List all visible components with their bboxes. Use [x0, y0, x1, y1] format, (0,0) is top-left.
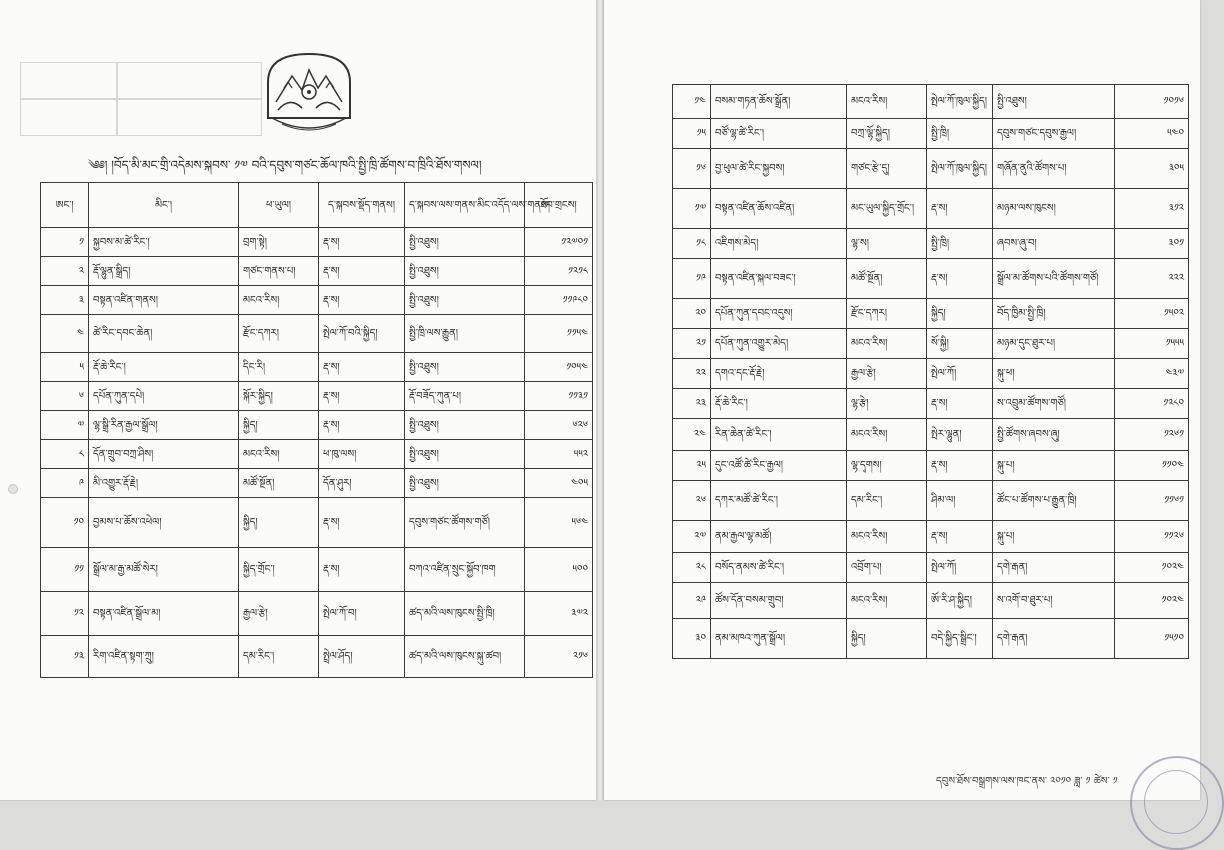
cell-name: རྡོ་ལྷུན་སྒྲིད།	[89, 257, 239, 286]
table-row	[41, 440, 593, 469]
cell-name: བསྟན་འཛིན་སྐལ་བཟང་།	[711, 259, 847, 299]
table-row	[673, 553, 1189, 583]
cell-number: ༥	[41, 353, 89, 382]
table-row	[41, 382, 593, 411]
cell-hometown: དམ་རིང་།	[239, 636, 319, 678]
cell-number: ༡༣	[41, 636, 89, 678]
cell-number: ༤	[41, 315, 89, 353]
cell-number: ༡༧	[673, 189, 711, 229]
cell-hometown: འབྲོག་པ།	[847, 553, 927, 583]
table-row	[673, 419, 1189, 451]
cell-votes: ༡༠༥༤	[525, 353, 593, 382]
cell-votes: ༢༡༦	[525, 636, 593, 678]
cell-hometown: གཙང་གནས་པ།	[239, 257, 319, 286]
cell-occupation: སྤྱི་ཚོགས་ཞབས་ཞུ།	[993, 419, 1115, 451]
table-row	[673, 149, 1189, 189]
cell-number: ༢༦	[673, 481, 711, 521]
cell-name: རིན་ཆེན་ཚེ་རིང་།	[711, 419, 847, 451]
cell-votes: ༡༢༡༨	[525, 257, 593, 286]
cell-name: དུང་འཚོ་ཚེ་རིང་རྒྱལ།	[711, 451, 847, 481]
cell-occupation: དབུས་གཙང་དབུས་རྒྱལ།	[993, 119, 1115, 149]
cell-votes: ༤༣༧	[1115, 359, 1189, 389]
cell-votes: ༣༧༢	[525, 592, 593, 636]
table-row	[41, 498, 593, 548]
cell-residence: ཕ་ཁུ་ལས།	[319, 440, 405, 469]
cell-name: བྱམས་པ་ཆོས་འཕེལ།	[89, 498, 239, 548]
cell-number: ༢	[41, 257, 89, 286]
cell-number: ༢༤	[673, 419, 711, 451]
cell-votes: ༣༠༥	[1115, 149, 1189, 189]
cell-votes: ༣༡༢	[1115, 189, 1189, 229]
cell-name: བསྟན་འཛིན་ཆོས་འཛིན།	[711, 189, 847, 229]
cell-hometown: དམ་རིང་།	[847, 481, 927, 521]
cell-hometown: མང་ཡུལ་སྐྱིད་གྲོང་།	[847, 189, 927, 229]
cell-hometown: ལྷ་དྭགས།	[847, 451, 927, 481]
cell-occupation: ཚད་མའི་ལས་ཁུངས་སྤྱི་ཁྲི།	[405, 592, 525, 636]
cell-occupation: རྡོ་བཟོད་ཀུན་པ།	[405, 382, 525, 411]
cell-residence: སྤེལ་ཀོ་བ།	[319, 592, 405, 636]
cell-name: རིག་འཛིན་སྟག་ཀྲུ།	[89, 636, 239, 678]
table-header-row	[41, 183, 593, 228]
cell-occupation: སྒྲོལ་མ་ཚོགས་པའི་ཚོགས་གཙོ།	[993, 259, 1115, 299]
cell-residence: སྤྱི་ཁྲི།	[927, 119, 993, 149]
cell-name: དཀར་མཚོ་ཚེ་རིང་།	[711, 481, 847, 521]
candidate-table-right	[672, 84, 1189, 659]
cell-name: དོན་གྲུབ་བཀྲ་ཤིས།	[89, 440, 239, 469]
cell-name: བསོད་ནམས་ཚེ་རིང་།	[711, 553, 847, 583]
cell-votes: ༣༠༡	[1115, 229, 1189, 259]
cell-votes: ༥༤༠	[1115, 119, 1189, 149]
cell-occupation: ས་འགོ་བ་ཐུར་པ།	[993, 583, 1115, 619]
cell-hometown: མངའ་རིས།	[239, 440, 319, 469]
cell-name: བསྟན་འཛིན་གནས།	[89, 286, 239, 315]
cell-number: ༢༣	[673, 389, 711, 419]
col-hometown: ཕ་ཡུལ།	[239, 183, 319, 228]
table-row	[673, 583, 1189, 619]
cell-name: སྐྱབས་མ་ཚེ་རིང་།	[89, 228, 239, 257]
cell-votes: ༡༡༣༡	[525, 382, 593, 411]
cell-name: ནམ་རྒྱལ་ལྷ་མཚོ།	[711, 521, 847, 553]
table-row	[673, 299, 1189, 329]
cell-number: ༦	[41, 382, 89, 411]
cell-name: བསམ་གཏན་ཆོས་སྒྲོན།	[711, 85, 847, 119]
cell-residence: རྡ་ས།	[319, 411, 405, 440]
cell-votes: ༦༢༦	[525, 411, 593, 440]
table-row	[673, 521, 1189, 553]
cell-votes: ༡༡༥༤	[525, 315, 593, 353]
cell-name: ཚོས་དོན་བསམ་གྲུབ།	[711, 583, 847, 619]
cell-occupation: དབུས་གཙང་ཚོགས་གཙོ།	[405, 498, 525, 548]
cell-hometown: རྒྱལ་རྩེ།	[239, 592, 319, 636]
cell-occupation: དགེ་རྒན།	[993, 619, 1115, 659]
cell-residence: རྡ་ས།	[927, 389, 993, 419]
cell-votes: ༡༢༧༠༡	[525, 228, 593, 257]
table-row	[41, 286, 593, 315]
cell-votes: ༡༡༦༡	[1115, 481, 1189, 521]
cell-number: ༢༩	[673, 583, 711, 619]
cell-occupation: གཞོན་ནུའི་ཚོགས་པ།	[993, 149, 1115, 189]
cell-occupation: སྤྱི་འཐུས།	[405, 353, 525, 382]
office-stamp	[1130, 756, 1224, 850]
cell-occupation: ཞབས་ཞུ་བ།	[993, 229, 1115, 259]
cell-name: ནམ་མཁའ་ཀུན་སྒྲོལ།	[711, 619, 847, 659]
table-row	[673, 451, 1189, 481]
cell-residence: རྡ་ས།	[319, 353, 405, 382]
table-row	[673, 189, 1189, 229]
cell-occupation: དགེ་རྒན།	[993, 553, 1115, 583]
cell-hometown: རྫོང་དཀར།	[239, 315, 319, 353]
cell-hometown: སྐྱིད།	[847, 619, 927, 659]
table-row	[41, 636, 593, 678]
table-row	[673, 329, 1189, 359]
cell-hometown: སྐྱིད་གྲོང་།	[239, 548, 319, 592]
cell-number: ༡༠	[41, 498, 89, 548]
cell-number: ༧	[41, 411, 89, 440]
cell-name: དཔོན་ཀུན་དབང་འདུས།	[711, 299, 847, 329]
cell-residence: སྤེལ་ཀོ་ཁུལ་སྐྱིད།	[927, 85, 993, 119]
cell-occupation: བཀའ་འཛིན་སྲུང་སྐྱོབ་ཁག	[405, 548, 525, 592]
cell-votes: ༥༦༤	[525, 498, 593, 548]
bleed-through-table	[20, 62, 260, 134]
cell-name: རྡོ་ཆེ་རིང་།	[89, 353, 239, 382]
cell-occupation: ཚོང་པ་ཚོགས་པ་རྒྱུན་ཁྲི།	[993, 481, 1115, 521]
cell-occupation: སྤྱི་འཐུས།	[405, 228, 525, 257]
candidate-table-left	[40, 182, 593, 678]
cell-residence: སྤེལ་ཀོ།	[927, 553, 993, 583]
left-page	[0, 0, 596, 800]
cell-hometown: མངའ་རིས།	[847, 419, 927, 451]
cell-number: ༡༩	[673, 259, 711, 299]
cell-votes: ༡༡༩༨༠	[525, 286, 593, 315]
cell-votes: ༡༥༡༠	[1115, 619, 1189, 659]
cell-number: ༡༡	[41, 548, 89, 592]
table-row	[41, 257, 593, 286]
cell-votes: ༡༡༢༦	[1115, 521, 1189, 553]
table-row	[673, 85, 1189, 119]
emblem-seal	[262, 48, 356, 144]
cell-hometown: གཙང་རྩེ་དུ།	[847, 149, 927, 189]
cell-occupation: སྤྱི་འཐུས།	[993, 85, 1115, 119]
cell-hometown: མཚོ་སྔོན།	[847, 259, 927, 299]
cell-residence: སྤེལ་ཀོ་བའི་སྐྱིད།	[319, 315, 405, 353]
cell-occupation: སྐུ་པ།	[993, 451, 1115, 481]
cell-occupation: ས་འབྲུམ་ཚོགས་གཙོ།	[993, 389, 1115, 419]
table-row	[673, 359, 1189, 389]
cell-number: ༢༥	[673, 451, 711, 481]
cell-votes: ༡༠༢༤	[1115, 583, 1189, 619]
cell-votes: ༡༥༥༥	[1115, 329, 1189, 359]
cell-hometown: བཀྲ་ལྷོ་སྐྱིད།	[847, 119, 927, 149]
cell-name: བསྟན་འཛིན་སྒྲོལ་མ།	[89, 592, 239, 636]
cell-number: ༡	[41, 228, 89, 257]
cell-residence: རྡ་ས།	[319, 286, 405, 315]
cell-number: ༢༨	[673, 553, 711, 583]
cell-number: ༢༠	[673, 299, 711, 329]
cell-residence: སྤེལ་ཀོ་ཁུལ་སྐྱིད།	[927, 149, 993, 189]
cell-occupation: བོད་ཁྱིམ་སྤྱི་ཁྲི།	[993, 299, 1115, 329]
cell-occupation: སྤྱི་འཐུས།	[405, 257, 525, 286]
cell-votes: ༥༠༠	[525, 548, 593, 592]
cell-votes: ༡༥༠༢	[1115, 299, 1189, 329]
cell-residence: སྤྱི་ཁྲི།	[927, 229, 993, 259]
cell-hometown: སྐྱིད།	[239, 411, 319, 440]
table-row	[673, 481, 1189, 521]
cell-votes: ༥༥༢	[525, 440, 593, 469]
cell-residence: རྡ་ས།	[319, 498, 405, 548]
table-row	[41, 592, 593, 636]
cell-hometown: མངའ་རིས།	[847, 329, 927, 359]
cell-residence: རྡ་ས།	[319, 548, 405, 592]
table-row	[673, 619, 1189, 659]
cell-hometown: རྫོང་དཀར།	[847, 299, 927, 329]
table-row	[41, 411, 593, 440]
cell-name: མི་འགྱུར་རྡོ་རྗེ།	[89, 469, 239, 498]
cell-name: བཙོ་ལྷ་ཚེ་རིང་།	[711, 119, 847, 149]
cell-name: འཇིགས་མེད།	[711, 229, 847, 259]
binder-hole	[8, 484, 18, 494]
cell-residence: རྡ་ས།	[319, 228, 405, 257]
cell-votes: ༤༠༥	[525, 469, 593, 498]
cell-votes: ༡༡༠༤	[1115, 451, 1189, 481]
cell-occupation: སྤྱི་འཐུས།	[405, 469, 525, 498]
cell-name: སྒྲོལ་མ་རྒྱ་མཚོ་སེར།	[89, 548, 239, 592]
cell-votes: ༢༢༢	[1115, 259, 1189, 299]
cell-number: ༢༡	[673, 329, 711, 359]
cell-occupation: སྤྱི་འཐུས།	[405, 440, 525, 469]
cell-occupation: སྤྱི་འཐུས།	[405, 411, 525, 440]
cell-occupation: སྤྱི་འཐུས།	[405, 286, 525, 315]
cell-hometown: དིང་རི།	[239, 353, 319, 382]
table-row	[41, 548, 593, 592]
cell-occupation: སྐུ་ཕ།	[993, 359, 1115, 389]
col-votes: ཐོབ་གྲངས།	[525, 183, 593, 228]
cell-residence: རྡ་ས།	[927, 451, 993, 481]
cell-residence: སྤེལ་ཀོ།	[927, 359, 993, 389]
cell-residence: རྡ་ས།	[319, 257, 405, 286]
page-spine	[596, 0, 604, 800]
cell-occupation: ཚད་མའི་ལས་ཁུངས་སྐུ་ཚབ།	[405, 636, 525, 678]
table-row	[41, 228, 593, 257]
cell-hometown: མངའ་རིས།	[847, 85, 927, 119]
cell-name: བྱ་ཕུལ་ཚེ་རིང་སྐྱབས།	[711, 149, 847, 189]
cell-votes: ༡༠༡༦	[1115, 85, 1189, 119]
cell-residence: རྡ་ས།	[927, 189, 993, 229]
cell-hometown: མངའ་རིས།	[847, 521, 927, 553]
cell-residence: སོ་སྐྱི།	[927, 329, 993, 359]
table-row	[673, 389, 1189, 419]
col-occupation: ད་སྐབས་ལས་གནས་མིང་འདོད་ལས་གནས།	[405, 183, 525, 228]
footer-date-line: དབུས་ཐོས་བསྒྲགས་ལས་ཁང་ནས་ ༢༠༡༠ ཟླ་ ༡ ཚེས་ ༡	[936, 776, 1118, 787]
cell-number: ༣	[41, 286, 89, 315]
cell-residence: སྐྱིད།	[927, 299, 993, 329]
cell-number: ༡༢	[41, 592, 89, 636]
cell-name: དགའ་དང་རྡོ་རྗེ།	[711, 359, 847, 389]
cell-residence: ཤིམ་ལ།	[927, 481, 993, 521]
cell-occupation: སྐུ་པ།	[993, 521, 1115, 553]
cell-name: དཔོན་ཀུན་འགྱུར་མེད།	[711, 329, 847, 359]
cell-number: ༢༧	[673, 521, 711, 553]
cell-number: ༣༠	[673, 619, 711, 659]
cell-number: ༡༤	[673, 85, 711, 119]
cell-hometown: མཚོ་སྔོན།	[239, 469, 319, 498]
cell-residence: སྤྲེལ་ཤོད།	[319, 636, 405, 678]
table-row	[673, 259, 1189, 299]
cell-hometown: ལྷ་ས།	[847, 229, 927, 259]
table-row	[41, 469, 593, 498]
cell-name: ལྷ་སྒྲི་རིན་རྒྱལ་སྒྲོལ།	[89, 411, 239, 440]
cell-residence: རྡ་ས།	[319, 382, 405, 411]
cell-number: ༡༨	[673, 229, 711, 259]
cell-residence: སྤེར་ལྷུན།	[927, 419, 993, 451]
cell-hometown: ལྷ་རྩེ།	[847, 389, 927, 419]
col-number: ཨང་།	[41, 183, 89, 228]
cell-occupation: སྤྱི་ཁྲི་ལས་རྒྱུན།	[405, 315, 525, 353]
table-row	[673, 229, 1189, 259]
cell-residence: དོན་ཤུར།	[319, 469, 405, 498]
cell-number: ༡༥	[673, 119, 711, 149]
cell-hometown: མངའ་རིས།	[847, 583, 927, 619]
cell-hometown: སྐོར་སྐྱིད།	[239, 382, 319, 411]
cell-number: ༢༢	[673, 359, 711, 389]
cell-votes: ༡༢༦༡	[1115, 419, 1189, 451]
cell-residence: བདེ་སྐྱིད་སྒྲིང་།	[927, 619, 993, 659]
cell-residence: རྡ་ས།	[927, 521, 993, 553]
col-name: མིང་།	[89, 183, 239, 228]
cell-name: ཚེ་རིང་དབང་ཆེན།	[89, 315, 239, 353]
table-row	[41, 353, 593, 382]
cell-residence: ཨོ་རི་ཤ་སྐྱིད།	[927, 583, 993, 619]
cell-number: ༩	[41, 469, 89, 498]
cell-occupation: མཉམ་ལས་ཁུངས།	[993, 189, 1115, 229]
cell-hometown: རྒྱལ་རྩེ།	[847, 359, 927, 389]
cell-name: རྡོ་ཆེ་རིང་།	[711, 389, 847, 419]
cell-hometown: བྲག་སྟེ།	[239, 228, 319, 257]
cell-votes: ༡༢༨༠	[1115, 389, 1189, 419]
document-title: ༄༅། །བོད་མི་མང་གྲི་འདེམས་སྐབས་ ༡༧ བའི་དབུས་གཙང་ཆོལ་ཁའི་སྤྱི་ཁྲི་ཚོགས་བ་ཁྲིའི་ཐོས་གསལ།	[88, 158, 482, 172]
cell-residence: རྡ་ས།	[927, 259, 993, 299]
cell-name: དཔོན་ཀུན་དཔེ།	[89, 382, 239, 411]
table-row	[673, 119, 1189, 149]
cell-votes: ༡༠༢༤	[1115, 553, 1189, 583]
table-row	[41, 315, 593, 353]
cell-number: ༡༦	[673, 149, 711, 189]
col-residence: ད་སྐབས་སྡོད་གནས།	[319, 183, 405, 228]
cell-occupation: མཉམ་དུང་ཐུར་པ།	[993, 329, 1115, 359]
cell-hometown: མངའ་རིས།	[239, 286, 319, 315]
cell-hometown: སྐྱིད།	[239, 498, 319, 548]
cell-number: ༨	[41, 440, 89, 469]
